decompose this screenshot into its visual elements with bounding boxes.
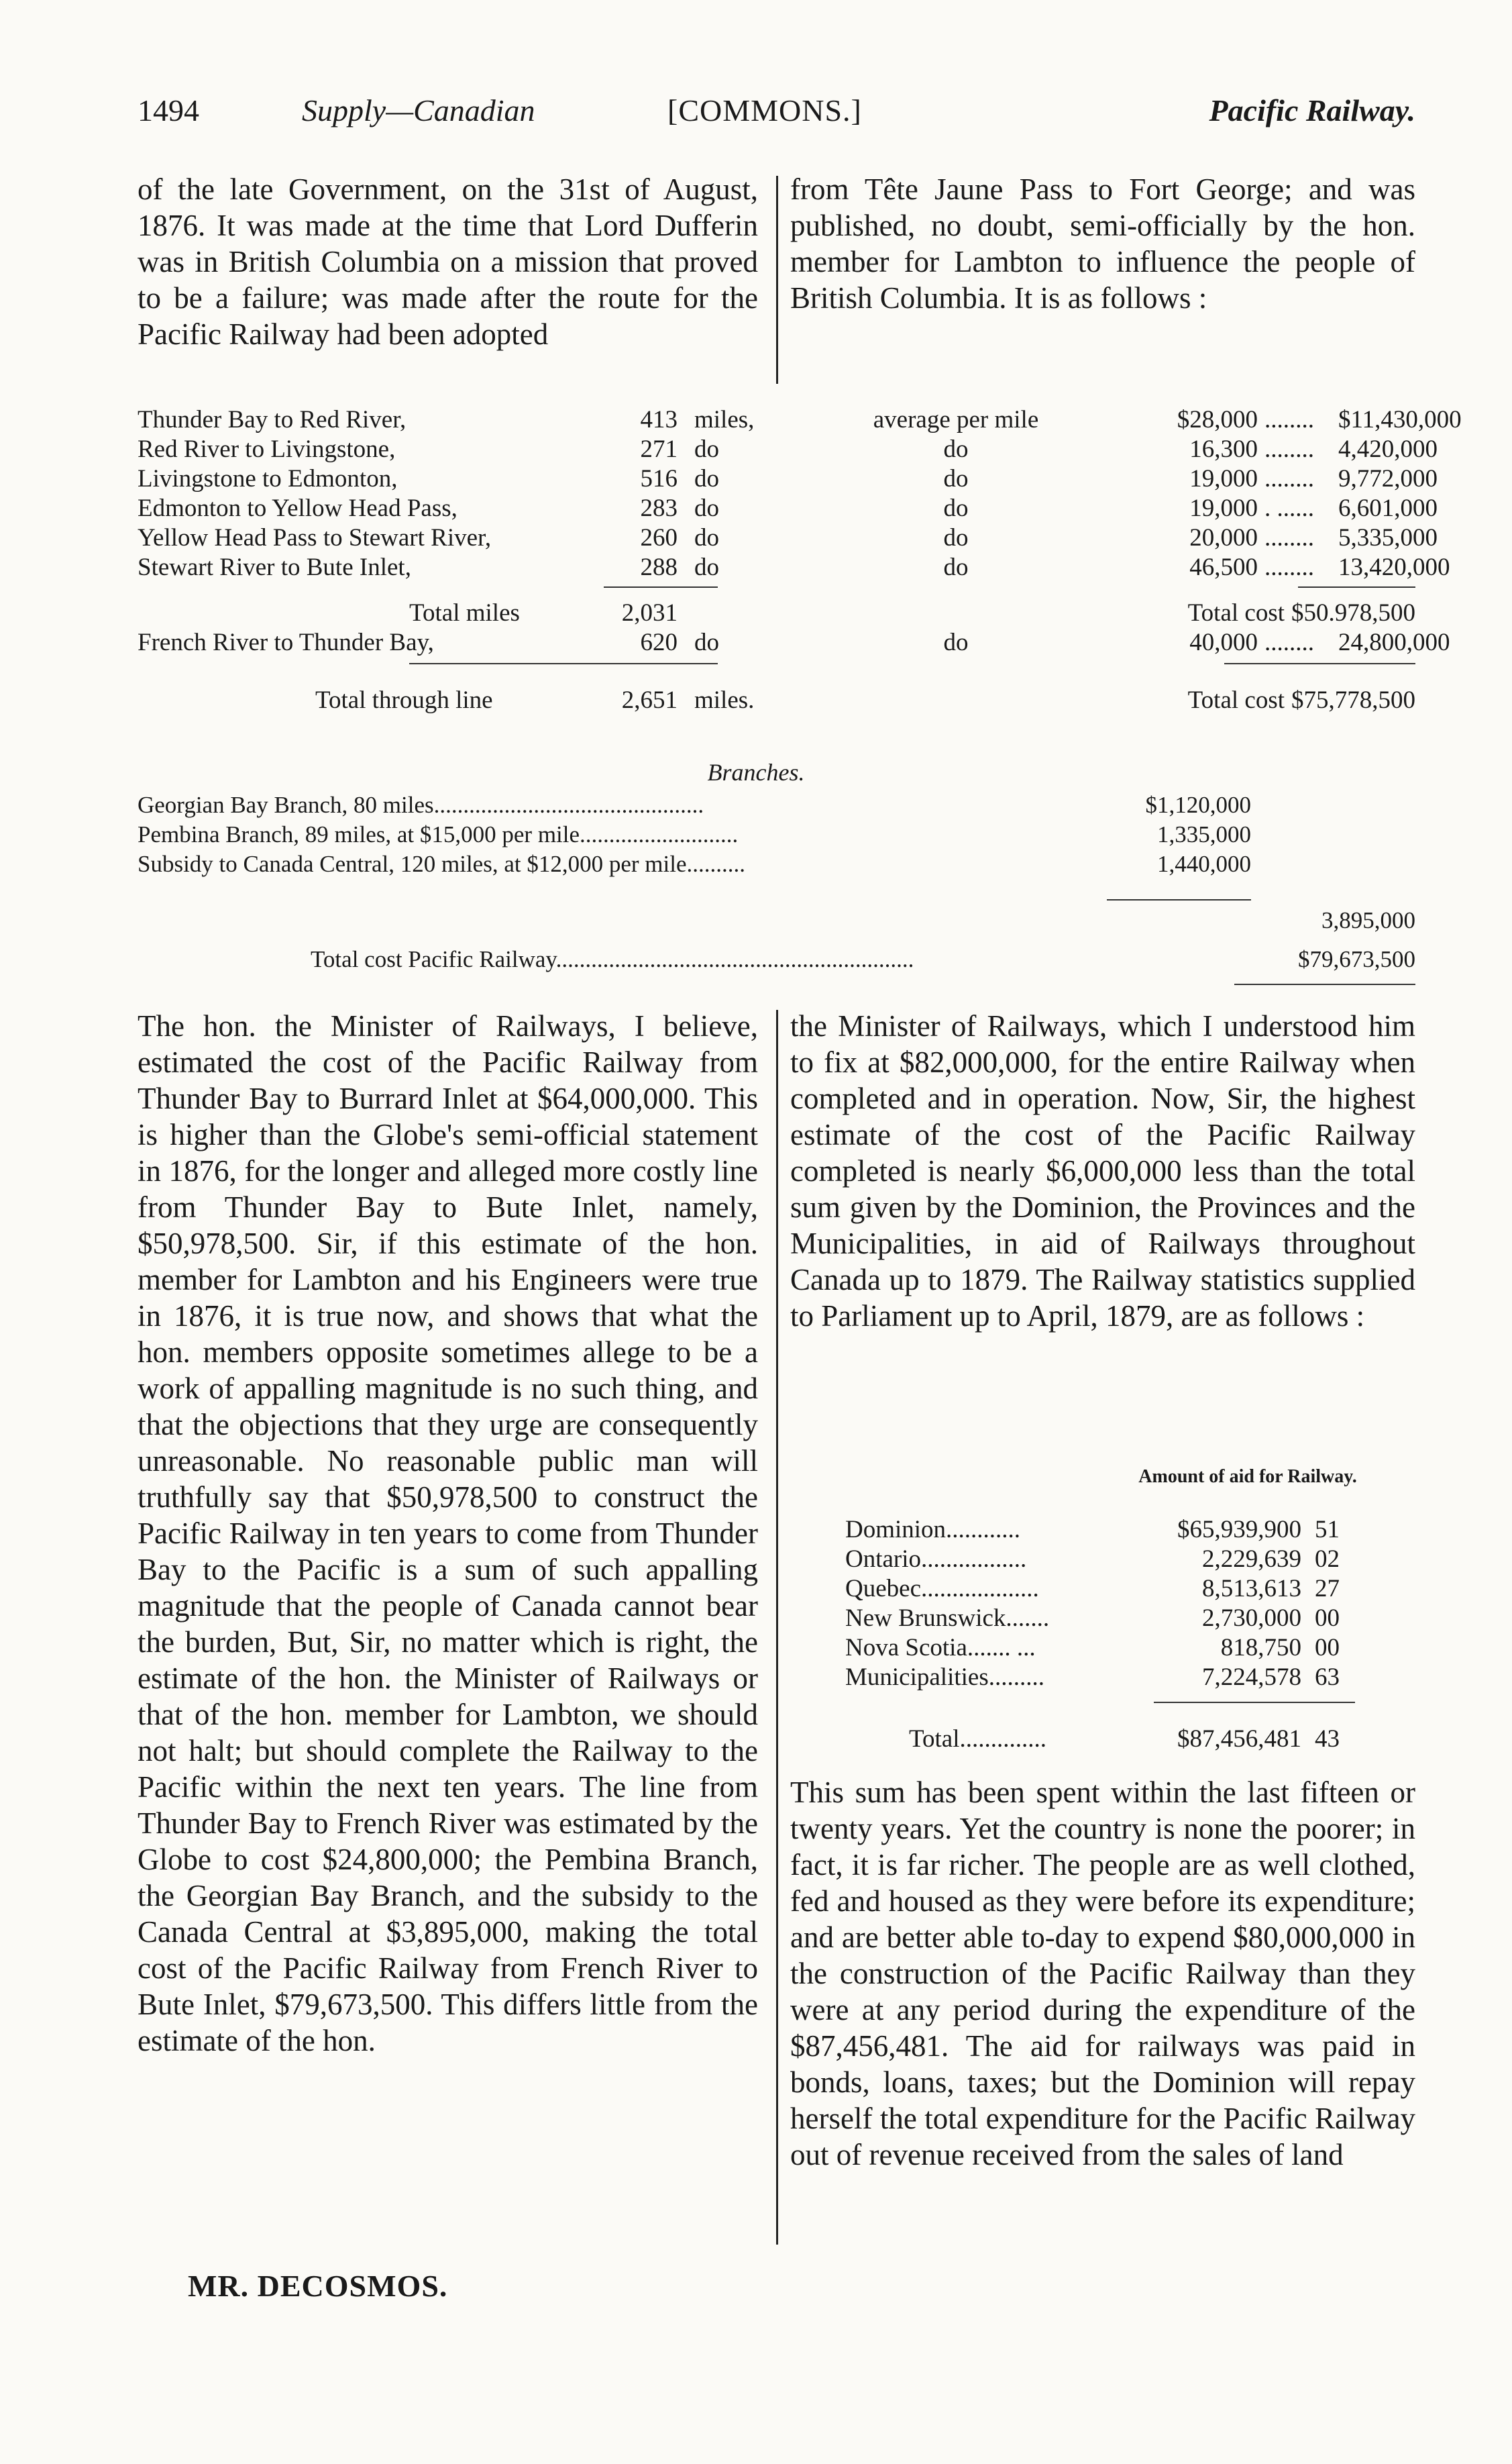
route-unit: miles, [694, 406, 755, 433]
aid-row [845, 1633, 1355, 1663]
aid-cents: 00 [1315, 1634, 1340, 1661]
cost-rule [1298, 586, 1415, 588]
aid-row [845, 1545, 1355, 1574]
table-row [138, 553, 1450, 582]
route-rate: 19,000 [1189, 465, 1258, 493]
branch-row [138, 851, 745, 878]
body-right-bottom-text: This sum has been spent within the last fifteen or twenty years. Yet the country is none the poorer; in fact, it is far richer. The people are as well clothed, fed and housed as they were before its expenditure; and are better able to-day to expend $80,000,000 in the construction of the Pacific Railway than they were at any period during the expenditure of the $87,456,481. The aid for railways was paid in bonds, loans, taxes; but the Dominion will repay herself the total expenditure for the Pacific Railway out of revenue received from the sales of land [790, 1776, 1415, 2171]
aid-total-label: Total.............. [909, 1725, 1046, 1753]
branch-row [138, 821, 738, 848]
route-average: do [943, 495, 969, 522]
leader-dots: ........ [1264, 554, 1314, 581]
route-unit: do [694, 465, 719, 493]
route-cost: 24,800,000 [1338, 629, 1450, 656]
branch-subtotal-rule [1107, 899, 1251, 901]
route-rate: 19,000 [1189, 495, 1258, 522]
route-cost: $11,430,000 [1338, 406, 1462, 433]
route-miles: 260 [640, 524, 678, 552]
aid-cents: 02 [1315, 1545, 1340, 1573]
route-miles: 288 [640, 554, 678, 581]
total-cost-value: $50.978,500 [1291, 599, 1415, 627]
body-right-top-text: the Minister of Railways, which I understood him to fix at $82,000,000, for the entire Railway when completed and in operation. Now, Sir, the highest estimate of the cost of the Pacific Railway completed is nearly $6,000,000 less than the total sum given by the Dominion, the Provinces and the Municipalities, in aid of Railways throughout Canada up to 1879. The Railway statistics supplied to Parliament up to April, 1879, are as follows : [790, 1009, 1415, 1333]
route-name: Edmonton to Yellow Head Pass, [138, 495, 457, 522]
route-cost: 4,420,000 [1338, 435, 1438, 463]
route-name: Thunder Bay to Red River, [138, 406, 407, 433]
leader-dots: ........ [1264, 524, 1314, 552]
aid-value: 7,224,578 [1202, 1663, 1301, 1691]
leader-dots: . ...... [1264, 495, 1314, 522]
route-average: do [943, 554, 969, 581]
aid-value: 818,750 [1220, 1634, 1301, 1661]
route-name: Livingstone to Edmonton, [138, 465, 398, 493]
grand-total-value: $79,673,500 [1298, 946, 1415, 972]
route-cost: 5,335,000 [1338, 524, 1438, 552]
body-right-bottom-column [790, 1774, 1415, 2173]
route-average: average per mile [873, 406, 1039, 433]
route-cost: 6,601,000 [1338, 495, 1438, 522]
route-name: French River to Thunder Bay, [138, 629, 434, 656]
branch-amount: 1,440,000 [1157, 851, 1251, 877]
through-line-unit: miles. [694, 686, 755, 714]
route-miles: 413 [640, 406, 678, 433]
intro-right-column [790, 171, 1415, 316]
route-rate: 40,000 [1189, 629, 1258, 656]
aid-name: Nova Scotia....... ... [845, 1634, 1036, 1661]
grand-total-label: Total cost Pacific Railway............................................................. [311, 946, 914, 972]
aid-total-rule [1154, 1702, 1355, 1703]
table-row [138, 464, 1438, 494]
table-row [138, 494, 1438, 523]
aid-name: Quebec................... [845, 1575, 1039, 1602]
intro-left-text: of the late Government, on the 31st of August, 1876. It was made at the time that Lord Dufferin was in British Columbia on a mission that proved to be a failure; was made after the route for the Pacific Railway had been adopted [138, 172, 758, 351]
page-number: 1494 [138, 93, 199, 127]
branch-text: Georgian Bay Branch, 80 miles.............................................. [138, 792, 704, 818]
total-miles-value: 2,031 [621, 599, 678, 627]
aid-value: 2,229,639 [1202, 1545, 1301, 1573]
aid-value: $65,939,900 [1177, 1516, 1301, 1543]
topic-title: Pacific Railway. [1209, 93, 1415, 127]
total-cost-label: Total cost [1187, 599, 1285, 627]
table-row [138, 628, 1450, 658]
route-name: Red River to Livingstone, [138, 435, 396, 463]
table-row [138, 405, 1462, 435]
aid-cents: 63 [1315, 1663, 1340, 1691]
aid-cents: 51 [1315, 1516, 1340, 1543]
leader-dots: ........ [1264, 406, 1314, 433]
route-name: Stewart River to Bute Inlet, [138, 554, 411, 581]
aid-total-cents: 43 [1315, 1725, 1340, 1753]
aid-row [845, 1515, 1355, 1545]
aid-name: Municipalities......... [845, 1663, 1044, 1691]
aid-value: 2,730,000 [1202, 1604, 1301, 1632]
route-miles: 620 [640, 629, 678, 656]
table-row [138, 523, 1438, 553]
branches-heading: Branches. [707, 759, 805, 786]
miles-rule [604, 586, 718, 588]
route-unit: do [694, 554, 719, 581]
route-average: do [943, 465, 969, 493]
route-miles: 516 [640, 465, 678, 493]
route-rate: 20,000 [1189, 524, 1258, 552]
route-cost: 9,772,000 [1338, 465, 1438, 493]
route-average: do [943, 629, 969, 656]
aid-row [845, 1574, 1355, 1604]
aid-name: Ontario................. [845, 1545, 1027, 1573]
route-rate: $28,000 [1177, 406, 1258, 433]
branch-text: Subsidy to Canada Central, 120 miles, at $12,000 per mile.......... [138, 851, 745, 877]
running-header [138, 93, 1415, 133]
route-unit: do [694, 629, 719, 656]
through-line-row [138, 686, 1415, 715]
aid-total-value: $87,456,481 [1177, 1725, 1301, 1753]
aid-total-row [845, 1725, 1355, 1754]
route-average: do [943, 435, 969, 463]
aid-name: Dominion............ [845, 1516, 1021, 1543]
section-title: Supply—Canadian [302, 93, 535, 127]
grand-total-rule [1234, 984, 1415, 985]
branch-amount: 1,335,000 [1157, 821, 1251, 848]
aid-cents: 00 [1315, 1604, 1340, 1632]
through-rule-right [1224, 663, 1415, 664]
aid-row [845, 1604, 1355, 1633]
aid-name: New Brunswick....... [845, 1604, 1050, 1632]
through-line-miles: 2,651 [621, 686, 678, 714]
route-miles: 283 [640, 495, 678, 522]
route-unit: do [694, 524, 719, 552]
branch-amount: $1,120,000 [1145, 792, 1251, 818]
speaker-signature: MR. DECOSMOS. [188, 2269, 448, 2303]
route-cost: 13,420,000 [1338, 554, 1450, 581]
route-unit: do [694, 495, 719, 522]
through-rule-left [409, 663, 718, 664]
leader-dots: ........ [1264, 629, 1314, 656]
aid-row [845, 1663, 1355, 1692]
intro-right-text: from Tête Jaune Pass to Fort George; and was published, no doubt, semi-officially by the hon. member for Lambton to influence the people of British Columbia. It is as follows : [790, 172, 1415, 315]
branch-row [138, 792, 704, 819]
route-miles: 271 [640, 435, 678, 463]
branch-text: Pembina Branch, 89 miles, at $15,000 per mile........................... [138, 821, 739, 848]
route-name: Yellow Head Pass to Stewart River, [138, 524, 492, 552]
route-unit: do [694, 435, 719, 463]
total-miles-label: Total miles [409, 599, 520, 627]
route-rate: 16,300 [1189, 435, 1258, 463]
through-cost-value: $75,778,500 [1291, 686, 1415, 714]
through-line-label: Total through line [315, 686, 493, 714]
house-name: [COMMONS.] [667, 93, 862, 127]
body-right-top-column [790, 1008, 1415, 1334]
column-divider [776, 1010, 778, 2245]
leader-dots: ........ [1264, 465, 1314, 493]
total-miles-row [138, 599, 1415, 628]
aid-table-heading: Amount of aid for Railway. [1138, 1466, 1357, 1487]
aid-value: 8,513,613 [1202, 1575, 1301, 1602]
intro-left-column [138, 171, 758, 352]
aid-cents: 27 [1315, 1575, 1340, 1602]
body-left-text: The hon. the Minister of Railways, I believe, estimated the cost of the Pacific Railway from Thunder Bay to Burrard Inlet at $64,000,000. This is higher than the Globe's semi-official statement in 1876, for the longer and alleged more costly line from Thunder Bay to Bute Inlet, namely, $50,978,500. Sir, if this estimate of the hon. member for Lambton and his Engineers were true in 1876, it is true now, and shows that what the hon. members opposite sometimes allege to be a work of appalling magnitude is no such thing, and that the objections that they urge are consequently unreasonable. No reasonable public man will truthfully say that $50,978,500 to construct the Pacific Railway in ten years to come from Thunder Bay to the Pacific is a sum of such appalling magnitude that the people of Canada cannot bear the burden, But, Sir, no matter which is right, the estimate of the hon. the Minister of Railways or that of the hon. member for Lambton, we should not halt; but should complete the Railway to the Pacific within the next ten years. The line from Thunder Bay to French River was estimated by the Globe to cost $24,800,000; the Pembina Branch, the Georgian Bay Branch, and the subsidy to the Canada Central at $3,895,000, making the total cost of the Pacific Railway from French River to Bute Inlet, $79,673,500. This differs little from the estimate of the hon. [138, 1009, 758, 2057]
branch-subtotal: 3,895,000 [1321, 907, 1415, 933]
column-divider [776, 176, 778, 384]
body-left-column [138, 1008, 758, 2059]
table-row [138, 435, 1438, 464]
through-cost-label: Total cost [1187, 686, 1285, 714]
leader-dots: ........ [1264, 435, 1314, 463]
route-rate: 46,500 [1189, 554, 1258, 581]
route-average: do [943, 524, 969, 552]
